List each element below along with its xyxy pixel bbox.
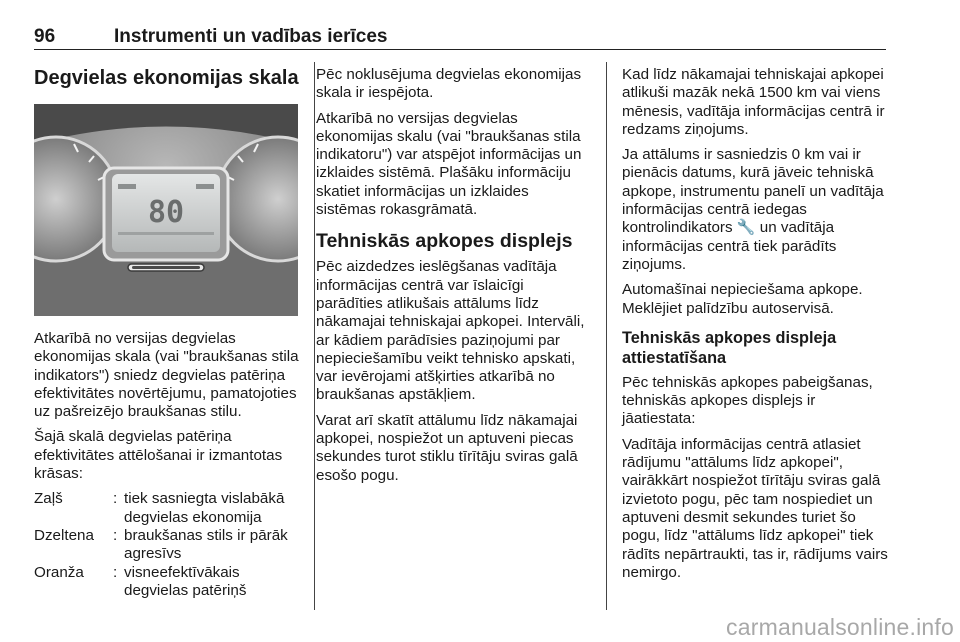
watermark: carmanualsonline.info [726,614,954,640]
page-number: 96 [34,26,56,47]
definition-separator: : [113,563,118,581]
definition-term: Dzeltena [34,526,94,544]
definition-separator: : [113,526,118,544]
default-enabled-note: Pēc noklusējuma degvielas ekonomijas skala ir iespējota. [316,66,582,102]
column-divider-2 [606,62,607,610]
reset-intro: Pēc tehniskās apkopes pabeigšanas, tehniskās apkopes displejs ir jāatiestata: [622,373,873,428]
page-header [34,26,886,50]
column-2 [316,66,592,492]
definition-term: Zaļš [34,490,63,508]
column-1 [34,60,300,600]
section-title-fuel-economy: Degvielas ekonomijas skala [34,67,299,89]
reset-instructions: Vadītāja informācijas centrā atlasiet rādījumu "attālums līdz apkopei", vairākkārt nospiežot tīrītāju sviras galā izvietoto pogu, pēc tam nospiediet un aptuveni desmit sekundes turiet šo pogu, līdz "attālums līdz apkopei" tiek rādīts nepārtraukti, tas ir, rādījums vairs nemirgo. [622,435,888,581]
wrench-icon: 🔧 [736,219,756,237]
fuel-economy-colors-intro: Šajā skalā degvielas patēriņa efektivitātes attēlošanai ir izmantotas krāsas: [34,428,283,483]
chapter-title: Instrumenti un vadības ierīces [114,26,388,47]
disable-option-note: Atkarībā no versijas degvielas ekonomijas skalu (vai "braukšanas stila indikatoru") var atspējot informācijas un izklaides sistēmā. Plašāku informāciju skatiet informācijas un izklaides sistēmas rokasgrāmatā. [316,109,582,219]
definition-row-green [34,490,300,527]
definition-separator: : [113,490,118,508]
fuel-economy-intro: Atkarībā no versijas degvielas ekonomijas skala (vai "braukšanas stila indikators") sniedz degvielas patēriņa efektivitātes novērtējumu, pamatojoties uz pašreizējo braukšanas stilu. [34,330,299,421]
definition-row-orange [34,564,300,601]
service-due-soon-note: Kad līdz nākamajai tehniskajai apkopei atlikuši mazāk nekā 1500 km vai viens mēnesis, vadītāja informācijas centrā ir redzams ziņojums. [622,66,885,138]
lcd-speed-readout: 80 [148,195,185,230]
column-divider-1 [314,62,315,610]
service-due-text-start: Ja attālums ir sasniedzis 0 km vai ir pienācis datums, kurā jāveic tehniskā apkope, instrumentu panelī un vadītāja informācijas centrā iedegas kontrolindikators [622,146,884,237]
subsection-title-reset: Tehniskās apkopes displeja attiestatīšana [622,328,837,367]
service-display-view-note: Varat arī skatīt attālumu līdz nākamajai apkopei, nospiežot un aptuveni piecas sekundes turot stiklu tīrītāju sviras galā esošo pogu. [316,411,578,484]
definition-description: braukšanas stils ir pārāk agresīvs [124,526,288,563]
color-definitions [34,490,300,600]
section-title-service-display: Tehniskās apkopes displejs [316,230,573,253]
instrument-cluster-photo [34,104,298,316]
definition-description: tiek sasniegta vislabākā degvielas ekonomija [124,490,285,526]
definition-row-yellow [34,527,300,564]
service-display-intro: Pēc aizdedzes ieslēgšanas vadītāja informācijas centrā var īslaicīgi parādīties atlikušais attālums līdz nākamajai tehniskajai apkopei. Intervāli, ar kādiem parādīsies paziņojumi par nepieciešamību veikt tehnisko apskati, var ievērojami atšķirties atkarībā no braukšanas apstākļiem. [316,258,585,404]
definition-description: visneefektīvākais degvielas patēriņš [124,563,247,599]
service-due-note [622,146,888,274]
service-due-text-end: un vadītāja informācijas centrā tiek parādīts ziņojums. [622,219,837,273]
definition-term: Oranža [34,563,84,581]
column-3 [622,66,888,589]
header-divider [34,49,886,50]
service-message-text: Automašīnai nepieciešama apkope. Meklējiet palīdzību autoservisā. [622,281,863,317]
